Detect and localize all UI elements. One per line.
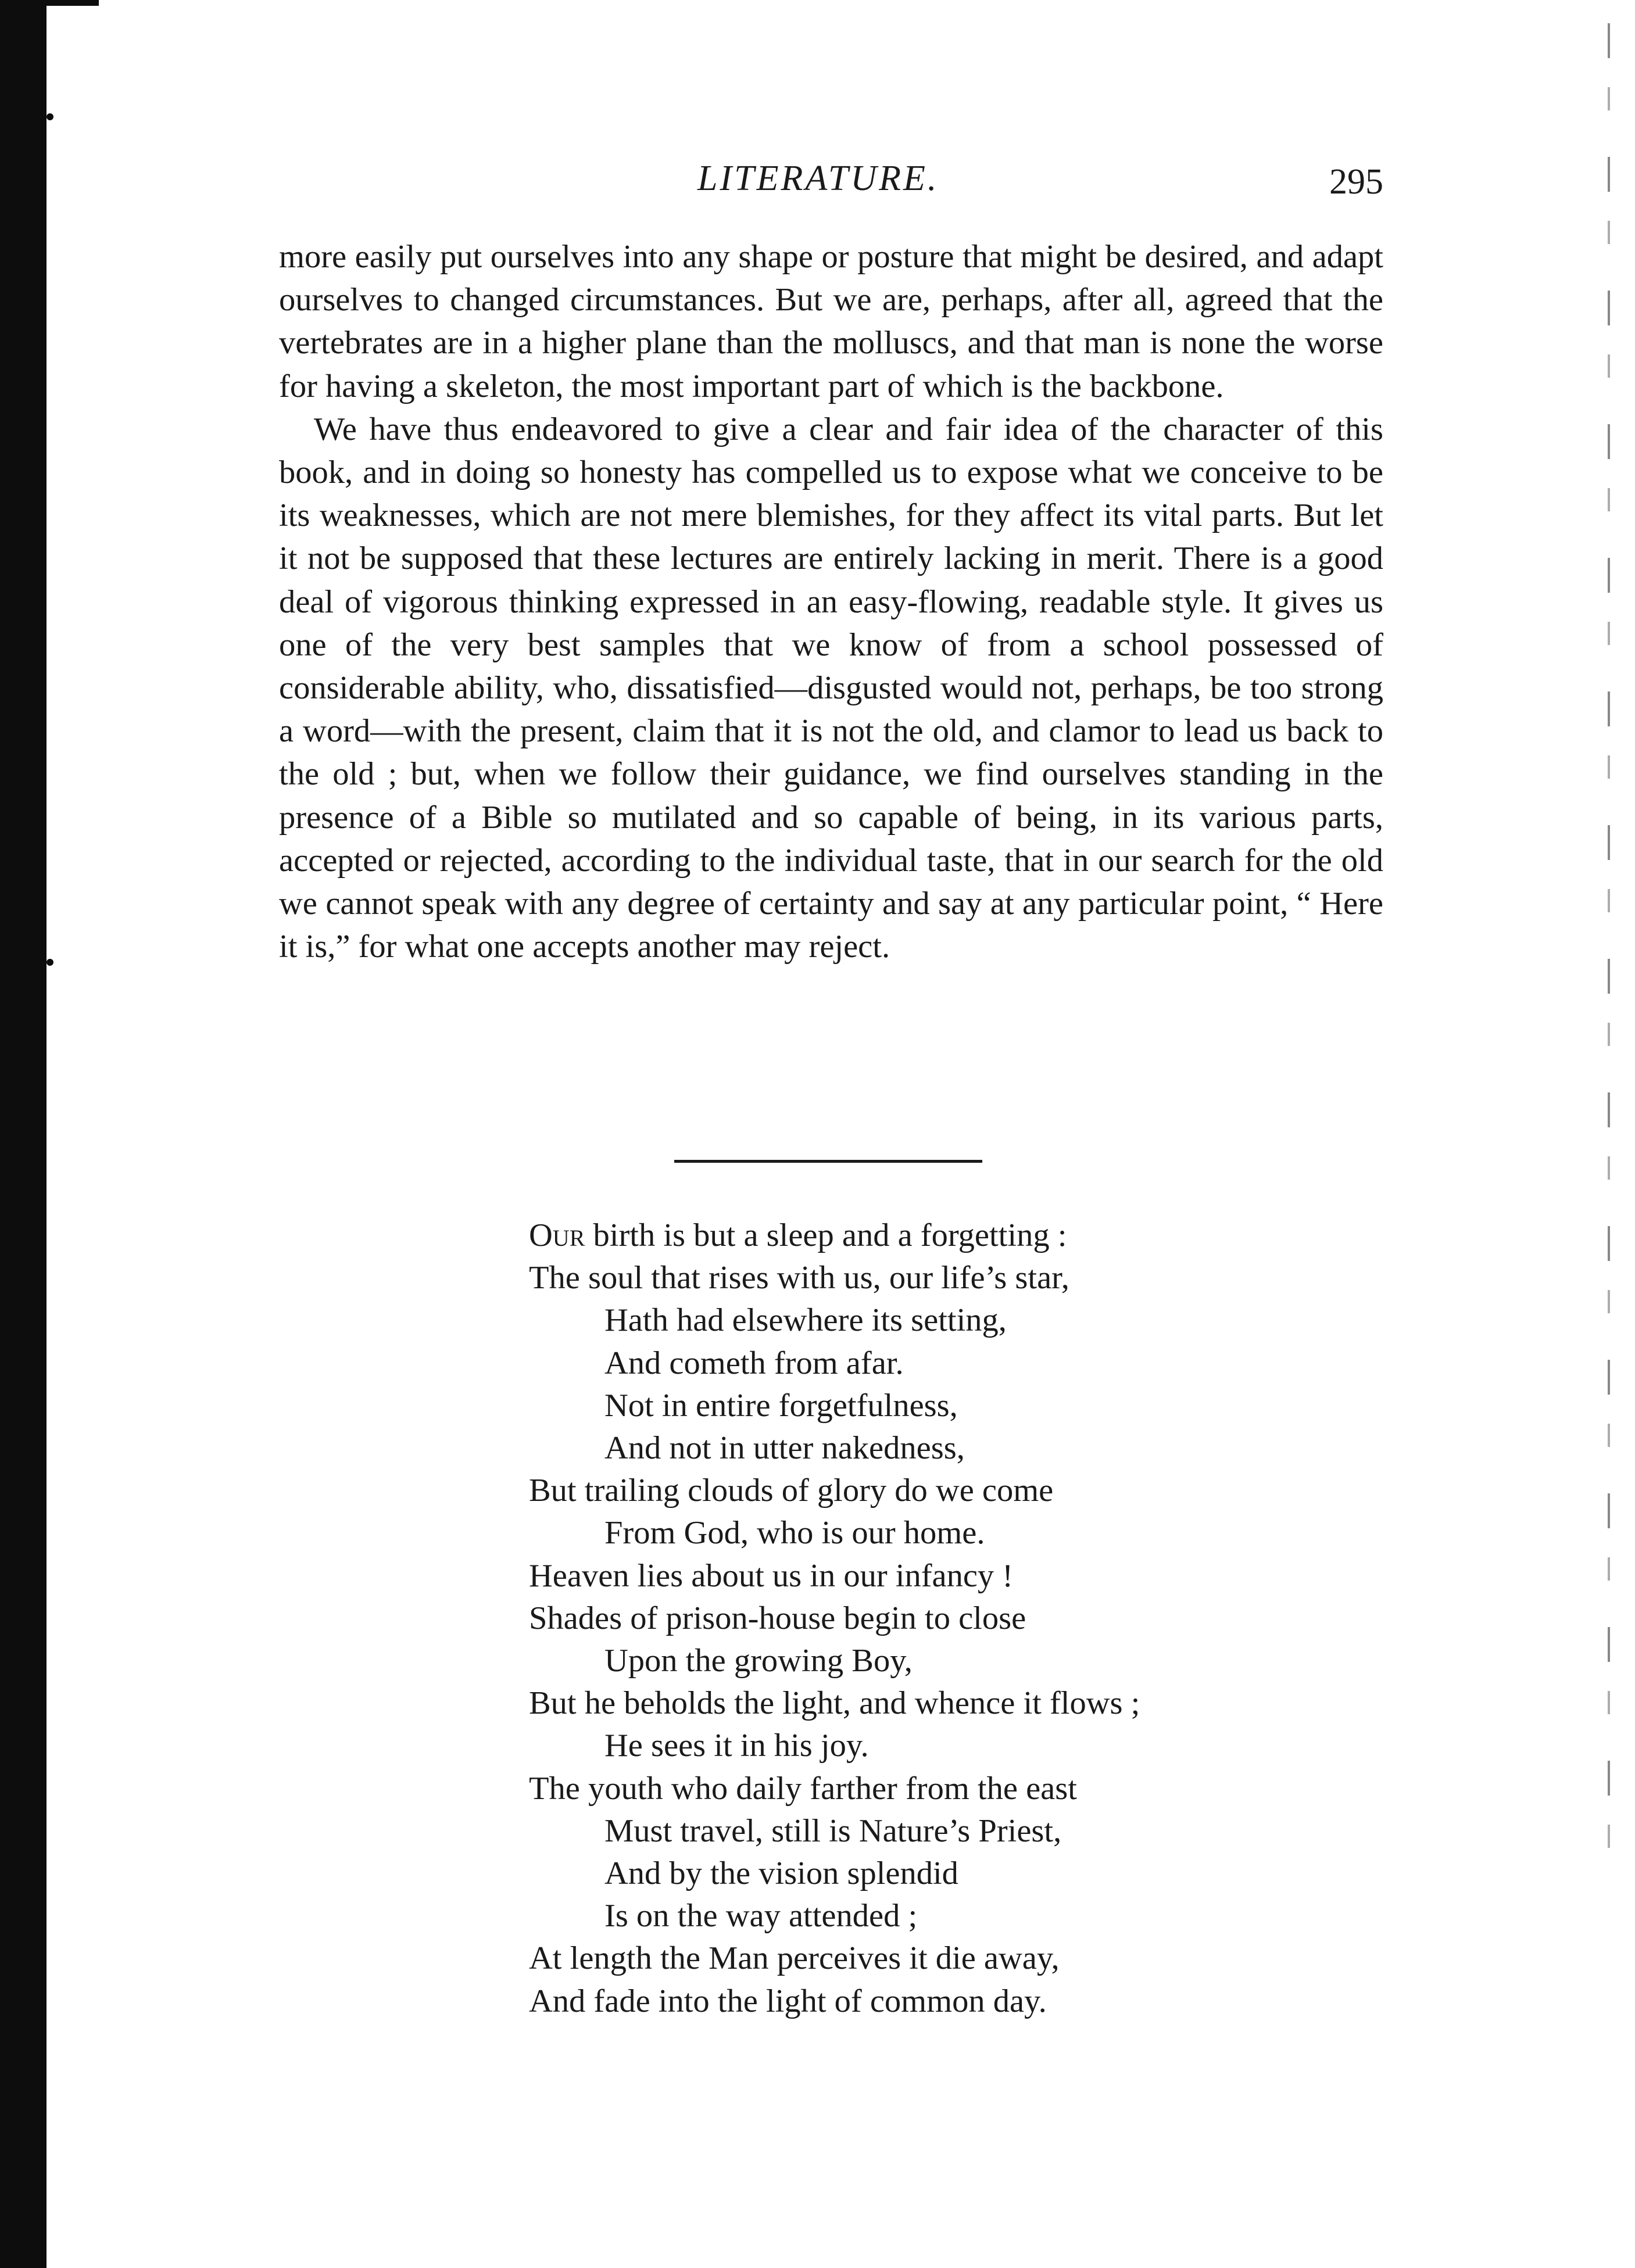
poem-line: Is on the way attended ; [604,1898,918,1934]
scan-binding-edge [0,0,46,2268]
poem [529,1214,1343,2023]
running-title: LITERATURE. [697,159,939,198]
poem-line: Hath had elsewhere its setting, [604,1302,1007,1339]
poem-line: And cometh from afar. [604,1345,904,1381]
poem-line: And not in utter nakedness, [604,1430,965,1467]
scan-edge-mark [46,113,53,120]
paragraph-continued: more easily put ourselves into any shape or posture that might be desired, and adapt ourselves to changed circumstances. But we are, perhaps, after all, agreed that the vertebrates are in a higher plane than the molluscs, and that man is none the worse for having a skeleton, the most important part of which is the backbone. [279,239,1383,404]
poem-line: At length the Man perceives it die away, [529,1940,1060,1977]
running-head [279,152,1383,205]
poem-line: And fade into the light of common day. [529,1983,1047,2019]
poem-line: Heaven lies about us in our infancy ! [529,1557,1014,1594]
section-divider [674,1160,982,1163]
prose-body [279,235,1383,968]
scan-right-edge [1608,23,1610,1883]
poem-line: But trailing clouds of glory do we come [529,1472,1054,1509]
poem-line: Upon the growing Boy, [604,1643,913,1679]
poem-initial-word: Our [529,1217,585,1253]
poem-line: He sees it in his joy. [604,1728,869,1764]
poem-line-text: birth is but a sleep and a forgetting : [585,1217,1067,1253]
poem-line: And by the vision splendid [604,1855,958,1892]
poem-line: From God, who is our home. [604,1515,985,1552]
poem-line: Not in entire forgetfulness, [604,1387,958,1424]
poem-line [529,1214,1343,1257]
page-number: 295 [1329,162,1383,202]
poem-line: Shades of prison-house begin to close [529,1600,1026,1636]
scan-edge-mark [46,959,53,966]
poem-line: Must travel, still is Nature’s Priest, [604,1812,1062,1849]
poem-line: The youth who daily farther from the east [529,1770,1077,1807]
poem-line: But he beholds the light, and whence it flows ; [529,1685,1140,1722]
scan-binding-tab [46,0,99,6]
poem-line: The soul that rises with us, our life’s star, [529,1260,1069,1296]
paragraph: We have thus endeavored to give a clear and fair idea of the character of this book, and in doing so honesty has compelled us to expose what we conceive to be its weaknesses, which are not mere blemishes, for they affect its vital parts. But let it not be supposed that these lectures are entirely lacking in merit. There is a good deal of vigorous thinking expressed in an easy-flowing, readable style. It gives us one of the very best samples that we know of from a school possessed of considerable ability, who, dissatisfied—disgusted would not, perhaps, be too strong a word—with the present, claim that it is not the old, and clamor to lead us back to the old ; but, when we follow their guidance, we find ourselves standing in the presence of a Bible so mutilated and so capable of being, in its various parts, accepted or rejected, according to the individual taste, that in our search for the old we cannot speak with any degree of certainty and say at any particular point, “ Here it is,” for what one accepts another may reject. [279,411,1383,965]
